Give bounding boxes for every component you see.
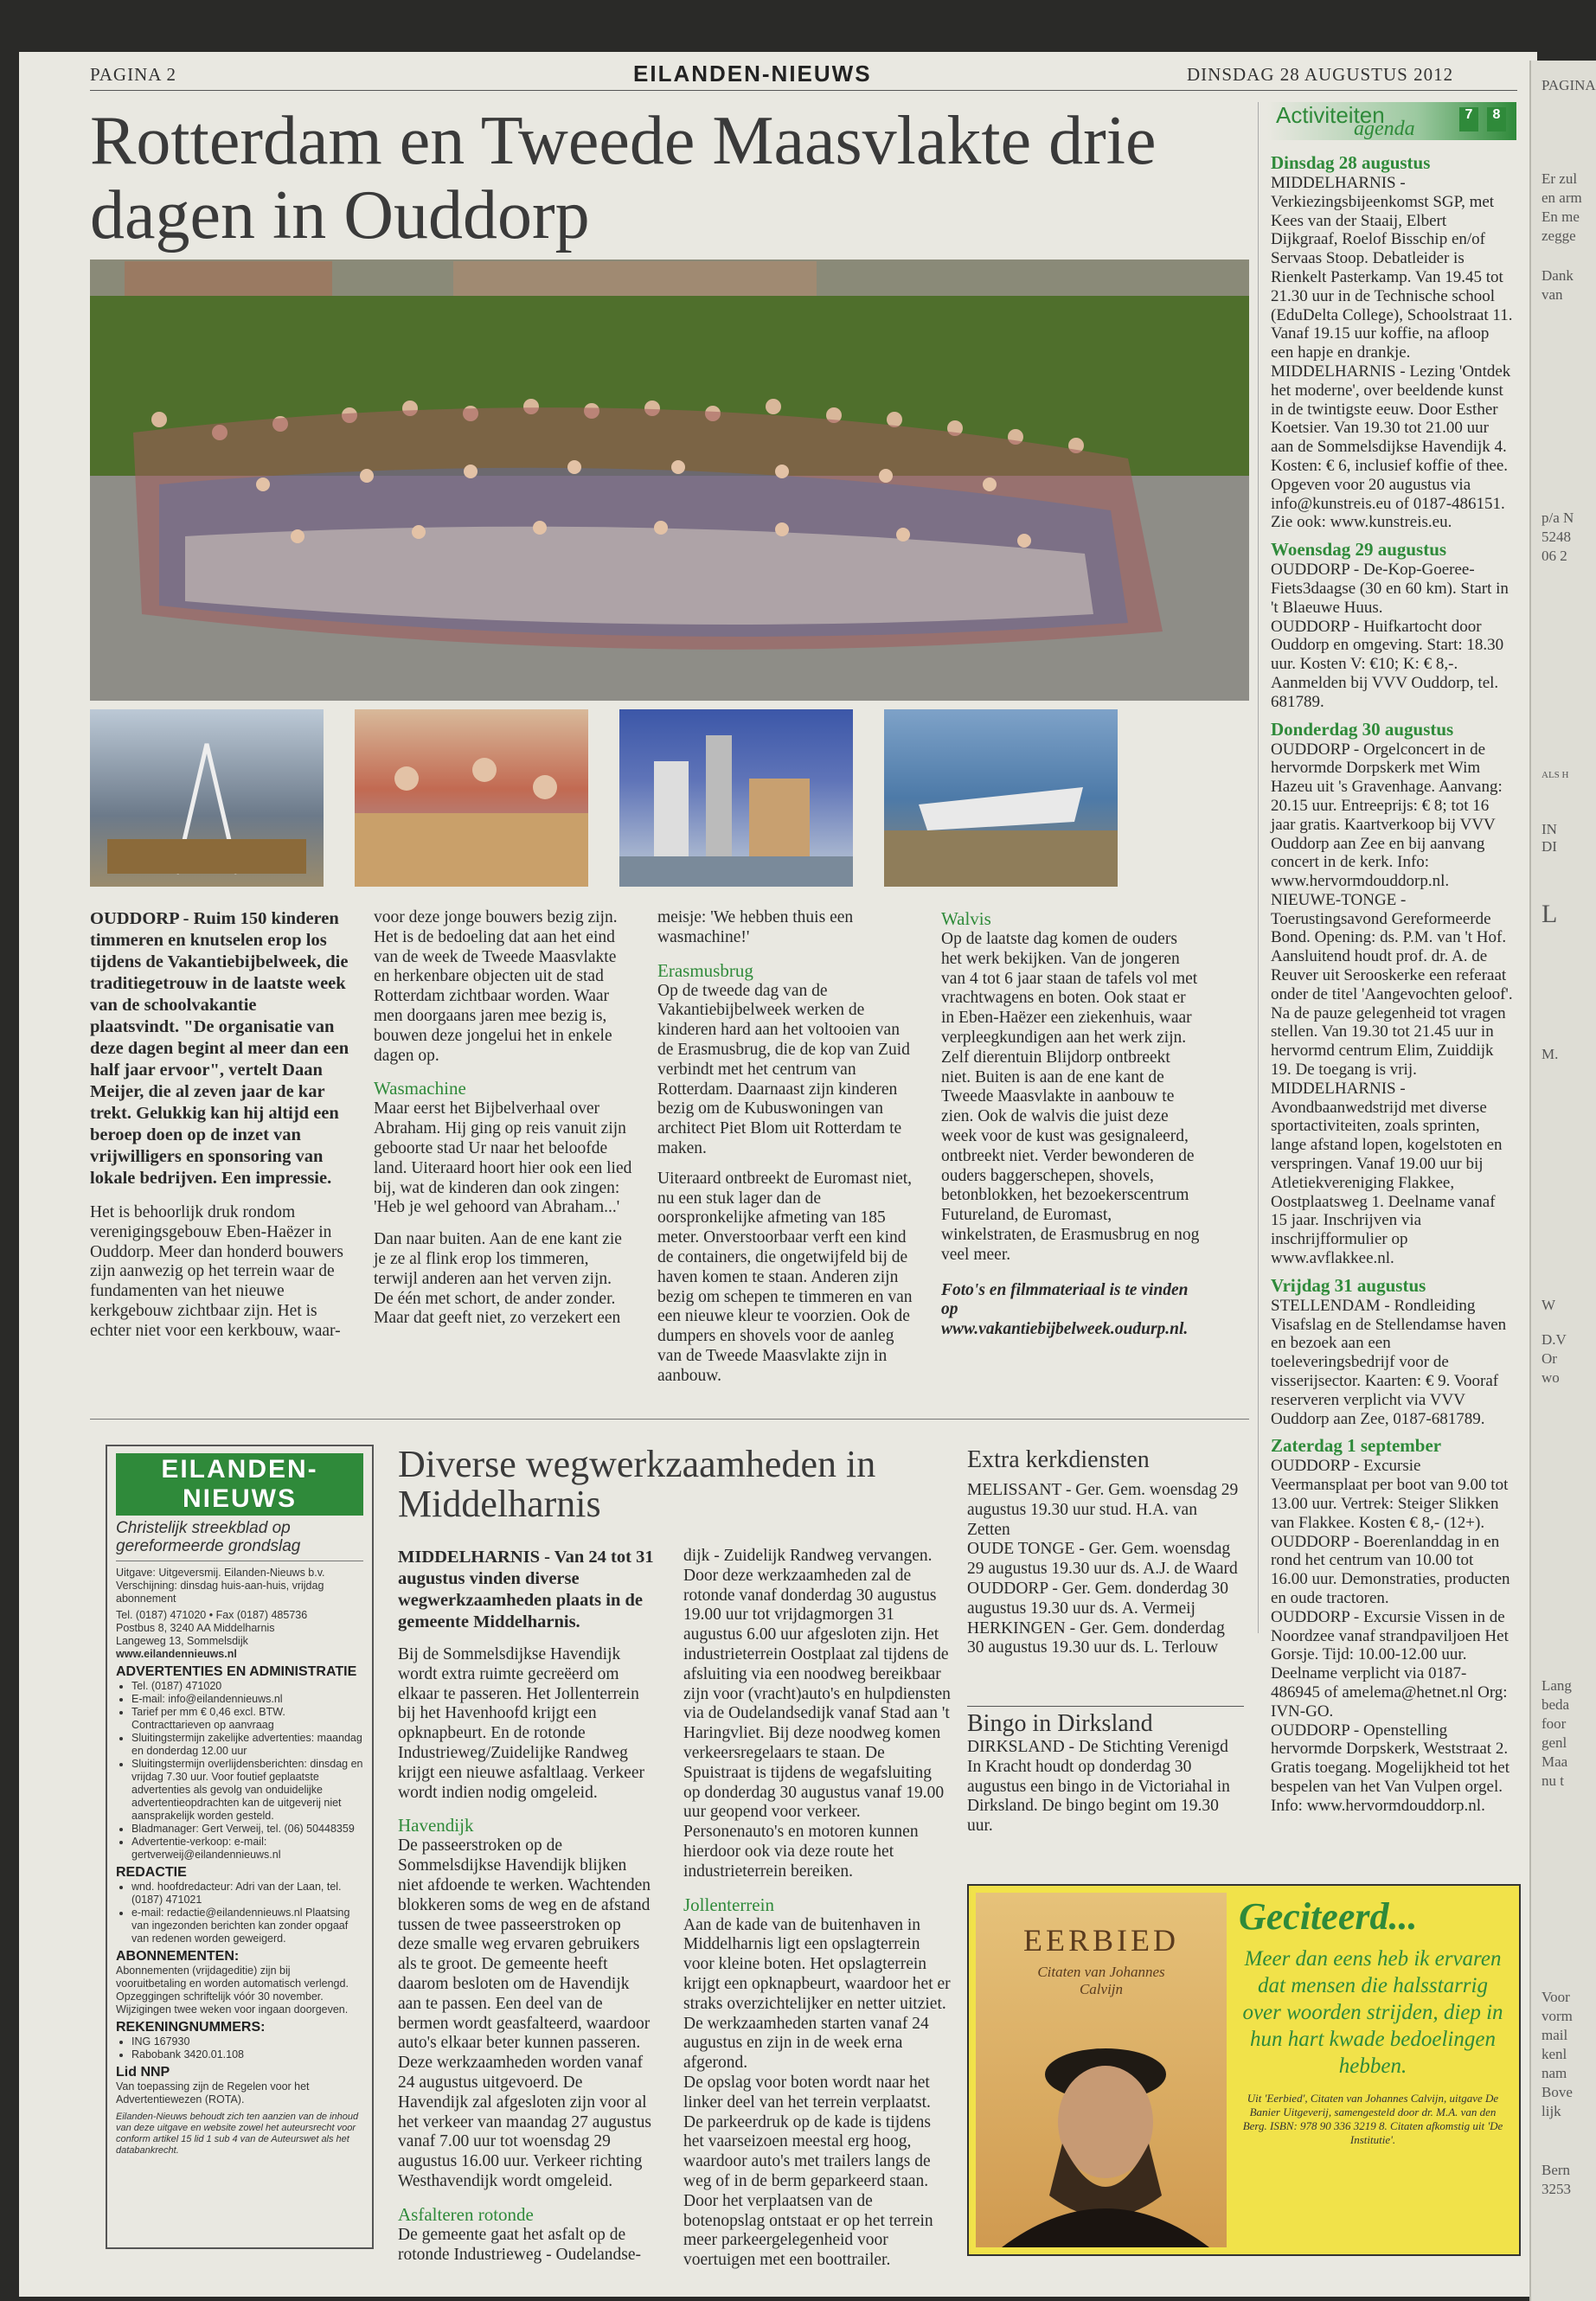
advert-item: • Tel. (0187) 471020	[131, 1680, 363, 1693]
colophon-line: Tel. (0187) 471020 • Fax (0187) 485736	[116, 1609, 308, 1621]
agenda-day: Woensdag 29 augustus	[1271, 539, 1447, 561]
advert-item: • E-mail: info@eilandennieuws.nl	[131, 1693, 363, 1706]
rekening-item: • Rabobank 3420.01.108	[131, 2048, 363, 2061]
agenda-column	[1258, 102, 1518, 1815]
colophon-line: Uitgave: Uitgeversmij. Eilanden-Nieuws b.v.	[116, 1567, 325, 1579]
article2-lead: MIDDELHARNIS - Van 24 tot 31 augustus vinden diverse wegwerkzaamheden plaats in de gemeente Middelharnis.	[398, 1548, 654, 1631]
calendar-icon: 7	[1459, 107, 1478, 131]
book-cover	[976, 1893, 1227, 2247]
kerkdiensten-box	[967, 1446, 1244, 1658]
edge-fragment: DI	[1542, 838, 1557, 855]
edge-fragment: Dank	[1542, 267, 1574, 284]
edge-fragment: genl	[1542, 1734, 1567, 1751]
agenda-item: OUDDORP - Orgelconcert in de hervormde Dorpskerk met Wim Hazeu uit 's Gravenhage. Aanvang: 20.15 uur. Entreeprijs: € 8; tot 16 jaar gratis. Kaartverkoop bij VVV Ouddorp aan Zee en bij aanvang concert in de kerk. Info: www.hervormdouddorp.nl.	[1271, 740, 1503, 891]
bingo-text: DIRKSLAND - De Stichting Verenigd In Kracht houdt op donderdag 30 augustus een bingo in de Victoriahal in Dirksland. De bingo begint om 19.30 uur.	[967, 1738, 1230, 1836]
article2-col2	[683, 1547, 952, 2271]
kerkdienst-item: OUDDORP - Ger. Gem. donderdag 30 augustus 19.30 uur ds. A. Vermeij	[967, 1579, 1229, 1618]
agenda-item: OUDDORP - Boerenlanddag in en rond het centrum van 10.00 tot 16.00 uur. Demonstraties, producten en oude tractoren.	[1271, 1532, 1510, 1607]
edge-fragment: wo	[1542, 1369, 1560, 1386]
nnp-text: Van toepassing zijn de Regelen voor het Advertentiewezen (ROTA).	[116, 2080, 310, 2106]
edge-fragment: en arm	[1542, 189, 1582, 206]
edge-fragment: Er zul	[1542, 170, 1578, 187]
edge-fragment: beda	[1542, 1696, 1570, 1713]
group-photo	[90, 260, 1249, 701]
article1-col2	[374, 908, 633, 1329]
article1-subhead: Wasmachine	[374, 1078, 466, 1099]
colophon-heading: REDACTIE	[116, 1865, 187, 1880]
edge-fragment: kenl	[1542, 2046, 1567, 2062]
book-subtitle: Citaten van Johannes Calvijn	[1037, 1964, 1165, 1997]
article2	[398, 1445, 952, 1524]
article2-subhead: Havendijk	[398, 1815, 474, 1836]
edge-fragment: Bove	[1542, 2084, 1573, 2100]
agenda-item: OUDDORP - Excursie Veermansplaat per boot van 9.00 tot 13.00 uur. Vertrek: Steiger Slikken van Flakkee. Kosten € 8,- (12+).	[1271, 1457, 1509, 1532]
photo-thumb-children-crafting	[355, 709, 588, 887]
article1-col1	[90, 908, 349, 1342]
colophon-box	[106, 1445, 374, 2249]
article1-subhead: Walvis	[941, 908, 991, 929]
article2-paragraph: dijk - Zuidelijk Randweg vervangen. Door deze werkzaamheden zal de rotonde vanaf donderdag 30 augustus 19.00 uur tot vrijdagmorgen 31 augustus 6.00 uur afgesloten zijn. Het industrieterrein Oostplaat zal tijdens de afsluiting via een noodweg bereikbaar zijn voor (vracht)auto's en hulpdiensten via de Oudelandsedijk vanaf Stad aan 't Haringvliet. Bij deze noodweg komen verkeersregelaars te staan. De Spuistraat is tijdens de wegafsluiting op donderdag 30 augustus vanaf 19.00 uur geopend voor verkeer. Personenauto's en motoren kunnen hierdoor ook via deze route het industrieterrein bereiken.	[683, 1547, 951, 1881]
agenda-item: OUDDORP - Openstelling hervormde Dorpskerk, Weststraat 2. Gratis toegang. Mogelijkheid tot het bespelen van het Van Vulpen orgel. Info: www.hervormdouddorp.nl.	[1271, 1721, 1509, 1815]
abonnementen-text: Abonnementen (vrijdageditie) zijn bij vooruitbetaling en worden automatisch verlengd. Opzeggingen schriftelijk vóór 30 november. Wijzigingen twee weken voor ingaan doorgeven.	[116, 1965, 349, 2016]
bingo-box	[967, 1706, 1244, 1836]
article-headline: Rotterdam en Tweede Maasvlakte drie dagen in Ouddorp	[90, 103, 1157, 253]
crafting-drawing	[355, 709, 588, 887]
article1-paragraph: voor deze jonge bouwers bezig zijn. Het is de bedoeling dat aan het eind van de week de Tweede Maasvlakte en herkenbare objecten uit de stad Rotterdam zichtbaar worden. Waar men doorgaans jaren mee bezig is, bouwen deze jongelui het in enkele dagen op.	[374, 908, 618, 1065]
colophon-heading: ABONNEMENTEN:	[116, 1949, 240, 1964]
quote-text: Meer dan eens heb ik ervaren dat mensen die halsstarrig over woorden strijden, diep in hun hart kwade bedoelingen hebben.	[1242, 1947, 1503, 2078]
agenda-item: OUDDORP - De-Kop-Goeree-Fiets3daagse (30 en 60 km). Start in 't Blaeuwe Huus.	[1271, 561, 1509, 617]
quote-box	[967, 1884, 1521, 2256]
bingo-title: Bingo in Dirksland	[967, 1710, 1153, 1737]
group-photo-drawing	[90, 260, 1249, 701]
rekening-list	[116, 2035, 363, 2061]
colophon-tagline: Christelijk streekblad op gereformeerde grondslag	[116, 1519, 301, 1555]
rekening-item: • ING 167930	[131, 2035, 363, 2048]
masthead: EILANDEN-NIEUWS	[633, 61, 872, 87]
agenda-item: OUDDORP - Huifkartocht door Ouddorp en omgeving. Start: 18.30 uur. Kosten V: €10; K: € 8,-. Aanmelden bij VVV Ouddorp, tel. 681789.	[1271, 617, 1504, 711]
edge-fragment: En me	[1542, 208, 1580, 225]
advert-item: • Tarief per mm € 0,46 excl. BTW. Contracttarieven op aanvraag	[131, 1706, 363, 1732]
photo-credit: Foto's en filmmateriaal is te vinden op www.vakantiebijbelweek.oudurp.nl.	[941, 1280, 1189, 1339]
article1-paragraph: meisje: 'We hebben thuis een wasmachine!'	[657, 908, 854, 946]
agenda-banner	[1267, 102, 1516, 140]
edge-fragment: foor	[1542, 1715, 1567, 1732]
edge-fragment: 3253	[1542, 2181, 1571, 2197]
article1-paragraph: Maar eerst het Bijbelverhaal over Abraham. Hij ging op reis vanuit zijn geboorte stad Ur naar het beloofde land. Uiteraard hoort hier ook een lied bij, wat de kinderen dan ook zingen: 'Heb je wel gehoord van Abraham...'	[374, 1099, 632, 1217]
redactie-list	[116, 1881, 363, 1945]
colophon-heading: REKENINGNUMMERS:	[116, 2020, 266, 2035]
article1-paragraph: Dan naar buiten. Aan de ene kant zie je ze al flink erop los timmeren, terwijl anderen aan het verven zijn. De één met schort, de ander zonder. Maar dat geeft niet, zo verzekert een	[374, 1230, 622, 1328]
advert-item: • Sluitingstermijn zakelijke advertenties: maandag en donderdag 12.00 uur	[131, 1732, 363, 1758]
edge-fragment: nam	[1542, 2065, 1567, 2081]
edge-fragment: M.	[1542, 1046, 1559, 1062]
article2-subhead: Jollenterrein	[683, 1894, 774, 1915]
copyright-text: Eilanden-Nieuws behoudt zich ten aanzien van de inhoud van deze uitgave en website zowel het auteursrecht voor conform artikel 15 lid 1 sub 4 van de Auteurswet als het databankrecht.	[116, 2112, 359, 2156]
article1-subhead: Erasmusbrug	[657, 959, 753, 981]
edge-fragment: PAGINA	[1542, 77, 1596, 93]
advert-item: • Bladmanager: Gert Verweij, tel. (06) 50448359	[131, 1823, 363, 1836]
article1-lead: OUDDORP - Ruim 150 kinderen timmeren en knutselen erop los tijdens de Vakantiebijbelweek, die traditiegetrouw in de laatste week van de schoolvakantie plaatsvindt. "De organisatie van deze dagen begint al meer dan een half jaar ervoor", vertelt Daan Meijer, die al zeven jaar de kar trekt. Gelukkig kan hij altijd een beroep doen op de inzet van vrijwilligers en sponsoring van lokale bedrijven. Een impressie.	[90, 909, 349, 1188]
edge-fragment: Maa	[1542, 1753, 1568, 1770]
article2-paragraph: De opslag voor boten wordt naar het linker deel van het terrein verplaatst. De parkeerdruk op de kade is tijdens het vaarseizoen meestal erg hoog, waardoor auto's met trailers langs de weg of in de berm geparkeerd staan. Door het verplaatsen van de botenopslag ontstaat er op het terrein meer parkeergelegenheid voor voertuigen met een boottrailer.	[683, 2073, 933, 2270]
edge-fragment: Lang	[1542, 1677, 1572, 1694]
photo-thumb-harbor-model	[884, 709, 1118, 887]
section-rule	[90, 1419, 1249, 1420]
edge-fragment: Or	[1542, 1350, 1557, 1367]
kerkdiensten-title: Extra kerkdiensten	[967, 1446, 1150, 1473]
calendar-icon: 8	[1487, 107, 1506, 131]
edge-fragment: mail	[1542, 2027, 1568, 2043]
quote-heading: Geciteerd...	[1239, 1895, 1418, 1938]
article2-headline: Diverse wegwerkzaamheden in Middelharnis	[398, 1443, 876, 1525]
crane-drawing	[90, 709, 324, 887]
photo-thumb-crane	[90, 709, 324, 887]
photo-thumb-city-model	[619, 709, 853, 887]
agenda-item: NIEUWE-TONGE - Toerustingsavond Gereformeerde Bond. Opening: ds. P.M. van 't Hof. Aansluitend houdt prof. dr. A. de Reuver uit Serooskerke een referaat onder de titel 'Aangevochten geloof'. Na de pauze gelegenheid tot vragen stellen. Van 19.30 tot 21.45 uur in hervormd centrum Elim, Zuiddijk 19. De toegang is vrij.	[1271, 890, 1513, 1080]
edge-fragment: p/a N	[1542, 510, 1574, 526]
colophon-heading: Lid NNP	[116, 2065, 170, 2080]
agenda-subtitle: agenda	[1354, 118, 1415, 140]
agenda-list	[1271, 145, 1513, 1816]
agenda-day: Zaterdag 1 september	[1271, 1435, 1442, 1457]
edge-fragment: lijk	[1542, 2103, 1561, 2119]
issue-date: DINSDAG 28 AUGUSTUS 2012	[1187, 64, 1454, 85]
edge-fragment: zegge	[1542, 228, 1576, 244]
advert-item: • Sluitingstermijn overlijdensberichten: dinsdag en vrijdag 7.30 uur. Voor foutief geplaatste advertenties als gevolg van onduidelijke advertentieopdrachten kan de uitgeverij niet aansprakelijk worden gesteld.	[131, 1758, 363, 1823]
quote-source: Uit 'Eerbied', Citaten van Johannes Calvijn, uitgave De Banier Uitgeverij, samengesteld door dr. M.A. van den Berg. ISBN: 978 90 336 3219 8. Citaten afkomstig uit 'De Institutie'.	[1242, 2092, 1503, 2146]
edge-fragment: 5248	[1542, 529, 1571, 545]
agenda-day: Dinsdag 28 augustus	[1271, 152, 1431, 173]
page-number: PAGINA 2	[90, 64, 176, 85]
agenda-item: OUDDORP - Excursie Vissen in de Noordzee vanaf strandpaviljoen Het Gorsje. Tijd: 10.00-12.00 uur. Deelname verplicht via 0187-486945 of amelema@hetnet.nl Org: IVN-GO.	[1271, 1607, 1509, 1721]
edge-fragment: L	[1542, 900, 1558, 928]
agenda-item: MIDDELHARNIS - Verkiezingsbijeenkomst SGP, met Kees van der Staaij, Elbert Dijkgraaf, Roelof Bisschip en/of Servaas Stoop. Debatleider is Rienkelt Pasterkamp. Van 19.45 tot 21.30 uur in de Technische school (EduDelta College), Schoolstraat 11. Vanaf 19.15 uur koffie, na afloop een hapje en drankje.	[1271, 174, 1513, 362]
redactie-item: • wnd. hoofdredacteur: Adri van der Laan, tel. (0187) 471021	[131, 1881, 363, 1907]
article1-col3	[657, 908, 917, 1387]
agenda-item: STELLENDAM - Rondleiding Visafslag en de Stellendamse haven en bezoek aan een toeleveringsbedrijf voor de visserijsector. Kaarten: € 9. Vooraf reserveren verplicht via VVV Ouddorp aan Zee, 0187-681789.	[1271, 1296, 1507, 1428]
edge-fragment: Voor	[1542, 1989, 1570, 2005]
article2-paragraph: De passeerstroken op de Sommelsdijkse Havendijk blijken niet afdoende te werken. Wachtenden blokkeren soms de weg en de afstand tussen de twee passeerstroken op deze smalle weg ervaren gebruikers als te groot. De gemeente heeft daarom besloten om de Havendijk aan te passen. Een deel van de bermen wordt geasfalteerd, waardoor auto's elkaar beter kunnen passeren. Deze werkzaamheden worden vanaf 24 augustus uitgevoerd. De Havendijk zal afgesloten zijn voor al het verkeer van maandag 27 augustus vanaf 7.00 uur tot woensdag 29 augustus 16.00 uur. Verkeer richting Westhavendijk wordt omgeleid.	[398, 1836, 651, 2190]
colophon-line: Langeweg 13, Sommelsdijk	[116, 1635, 248, 1647]
article1-col4	[941, 908, 1201, 1340]
next-page-edge	[1529, 61, 1596, 2301]
edge-fragment: D.V	[1542, 1331, 1567, 1348]
kerkdienst-item: MELISSANT - Ger. Gem. woensdag 29 augustus 19.30 uur stud. H.A. van Zetten	[967, 1481, 1239, 1539]
harbor-model-drawing	[884, 709, 1118, 887]
colophon-line: Postbus 8, 3240 AA Middelharnis	[116, 1622, 275, 1634]
agenda-day: Donderdag 30 augustus	[1271, 718, 1454, 740]
edge-fragment: Bern	[1542, 2162, 1571, 2178]
edge-fragment: nu t	[1542, 1772, 1564, 1789]
edge-fragment: ALS H	[1542, 770, 1569, 780]
kerkdienst-item: OUDE TONGE - Ger. Gem. woensdag 29 augustus 19.30 uur ds. A.J. de Waard	[967, 1540, 1238, 1579]
advert-item: • Advertentie-verkoop: e-mail: gertverweij@eilandennieuws.nl	[131, 1836, 363, 1862]
article1-paragraph: Uiteraard ontbreekt de Euromast niet, nu een stuk lager dan de oorspronkelijke afmeting van 185 meter. Onverstoorbaar verft een kind de containers, die ongetwijfeld bij de haven komen te staan. Anderen zijn bezig om schepen te timmeren en van een nieuwe kleur te voorzien. Ook de dumpers en shovels voor de aanleg van de Tweede Maasvlakte zijn in aanbouw.	[657, 1169, 913, 1385]
agenda-item: MIDDELHARNIS - Avondbaanwedstrijd met diverse sportactiviteiten, zoals sprinten, lange afstand lopen, kogelstoten en verspringen. Vanaf 19.00 uur bij Atletiekvereniging Flakkee, Oostplaatsweg 1. Deelname vanaf 15 jaar. Inschrijven via inschrijfformulier op www.avflakkee.nl.	[1271, 1079, 1503, 1268]
kerkdienst-item: HERKINGEN - Ger. Gem. donderdag 30 augustus 19.30 uur ds. L. Terlouw	[967, 1618, 1225, 1657]
colophon-masthead: EILANDEN-NIEUWS	[116, 1453, 363, 1516]
agenda-title: Activiteiten	[1276, 102, 1385, 128]
edge-fragment: vorm	[1542, 2008, 1573, 2024]
quote-content	[1239, 1894, 1507, 2147]
colophon-website: www.eilandennieuws.nl	[116, 1648, 237, 1660]
agenda-item: MIDDELHARNIS - Lezing 'Ontdek het moderne', over beeldende kunst in de twintigste eeuw. Door Esther Koetsier. Van 19.30 tot 21.00 uur aan de Sommelsdijkse Havendijk 4. Kosten: € 6, inclusief koffie of thee. Opgeven voor 20 augustus via info@kunstreis.eu of 0187-486151. Zie ook: www.kunstreis.eu.	[1271, 362, 1511, 532]
colophon-line: Verschijning: dinsdag huis-aan-huis, vrijdag abonnement	[116, 1580, 324, 1605]
newspaper-page	[19, 52, 1537, 2297]
calvin-portrait-icon	[976, 2022, 1227, 2247]
agenda-day: Vrijdag 31 augustus	[1271, 1274, 1426, 1296]
edge-fragment: W	[1542, 1297, 1556, 1313]
article1-paragraph: Op de tweede dag van de Vakantiebijbelweek werken de kinderen hard aan het voltooien van de Erasmusbrug, die de kop van Zuid verbindt met het centrum van Rotterdam. Daarnaast zijn kinderen bezig om de Kubuswoningen van architect Piet Blom uit Rotterdam te maken.	[657, 981, 910, 1157]
edge-fragment: IN	[1542, 821, 1557, 837]
header-rule	[90, 90, 1517, 91]
edge-fragment: 06 2	[1542, 548, 1567, 564]
colophon-heading: ADVERTENTIES EN ADMINISTRATIE	[116, 1664, 357, 1679]
city-model-drawing	[619, 709, 853, 887]
article2-paragraph: De gemeente gaat het asfalt op de rotonde Industrieweg - Oudelandse-	[398, 2225, 642, 2264]
article2-subhead: Asfalteren rotonde	[398, 2203, 534, 2225]
article2-col1	[398, 1547, 654, 2265]
article2-paragraph: Aan de kade van de buitenhaven in Middelharnis ligt een opslagterrein voor kleine boten. Het opslagterrein krijgt een opknapbeurt, waardoor het er straks overzichtelijker en netter uitziet. De werkzaamheden starten vanaf 24 augustus en zijn in de week erna afgerond.	[683, 1915, 951, 2073]
article1-paragraph: Het is behoorlijk druk rondom verenigingsgebouw Eben-Haëzer in Ouddorp. Meer dan honderd bouwers zijn aanwezig op het terrein waar de fundamenten van het nieuwe kerkgebouw zichtbaar zijn. Het is echter niet voor een kerkbouw, waar-	[90, 1203, 343, 1340]
article1-paragraph: Op de laatste dag komen de ouders het werk bekijken. Van de jongeren van 4 tot 6 jaar staan de tafels vol met vrachtwagens en boten. Ook staat er in Eben-Haëzer een ziekenhuis, waar verpleegkundigen aan het werk zijn. Zelf dierentuin Blijdorp ontbreekt niet. Buiten is aan de ene kant de Tweede Maasvlakte in aanbouw te zien. Ook de walvis die juist deze week voor de kust was gesignaleerd, ontbreekt niet. Verder bewonderen de ouders baggerschepen, shovels, betonblokken, het bezoekerscentrum Futureland, de Euromast, winkelstraten, de Erasmusbrug en nog veel meer.	[941, 930, 1200, 1264]
advert-list	[116, 1680, 363, 1862]
edge-fragment: van	[1542, 286, 1563, 303]
book-title: EERBIED	[1023, 1923, 1179, 1958]
article2-paragraph: Bij de Sommelsdijkse Havendijk wordt extra ruimte gecreëerd om elkaar te passeren. Het Jollenterrein bij het Havenhoofd krijgt een opknapbeurt. En de rotonde Industrieweg/Zuidelijke Randweg krijgt een nieuwe asfaltlaag. Verkeer wordt indien nodig omgeleid.	[398, 1645, 644, 1802]
redactie-item: • e-mail: redactie@eilandennieuws.nl Plaatsing van ingezonden berichten kan zonder opgaaf van redenen worden geweigerd.	[131, 1907, 363, 1945]
